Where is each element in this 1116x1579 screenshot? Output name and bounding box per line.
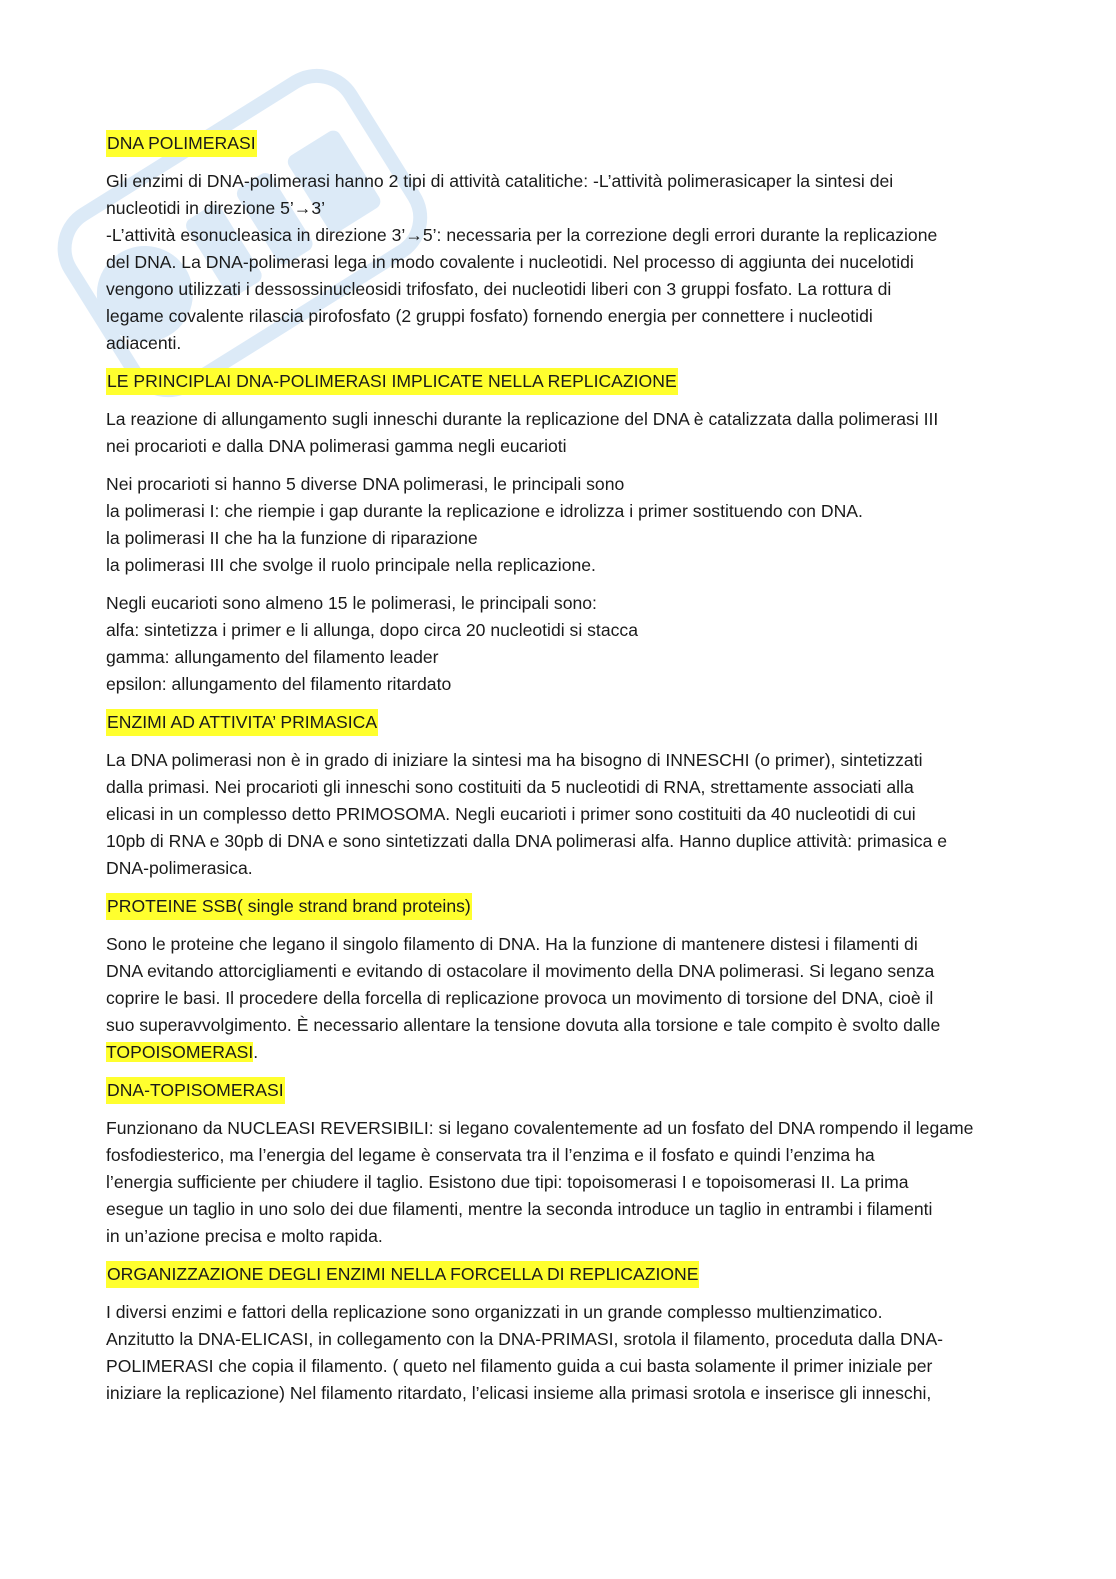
text-line: del DNA. La DNA-polimerasi lega in modo covalente i nucleotidi. Nel processo di aggiunta dei nucelotidi bbox=[106, 252, 914, 272]
text-line: nucleotidi in direzione 5’→3’ bbox=[106, 198, 326, 218]
text-line: elicasi in un complesso detto PRIMOSOMA. Negli eucarioti i primer sono costituiti da 40 nucleotidi di cui bbox=[106, 804, 916, 824]
text-line: in un’azione precisa e molto rapida. bbox=[106, 1226, 383, 1246]
section-heading-wrap bbox=[106, 1261, 1006, 1288]
section-heading-wrap bbox=[106, 130, 1006, 157]
text-line: la polimerasi III che svolge il ruolo principale nella replicazione. bbox=[106, 555, 596, 575]
text-line: La DNA polimerasi non è in grado di iniziare la sintesi ma ha bisogno di INNESCHI (o primer), sintetizzati bbox=[106, 750, 923, 770]
text-line: adiacenti. bbox=[106, 333, 182, 353]
text-line: Funzionano da NUCLEASI REVERSIBILI: si legano covalentemente ad un fosfato del DNA rompendo il legame bbox=[106, 1118, 974, 1138]
text-line: La reazione di allungamento sugli inneschi durante la replicazione del DNA è catalizzata dalla polimerasi III bbox=[106, 409, 939, 429]
text-line: I diversi enzimi e fattori della replicazione sono organizzati in un grande complesso multienzimatico. bbox=[106, 1302, 883, 1322]
text-line: POLIMERASI che copia il filamento. ( queto nel filamento guida a cui basta solamente il primer iniziale per bbox=[106, 1356, 933, 1376]
section-heading-wrap bbox=[106, 1077, 1006, 1104]
text-line: legame covalente rilascia pirofosfato (2 gruppi fosfato) fornendo energia per connettere i nucleotidi bbox=[106, 306, 873, 326]
section-heading: ENZIMI AD ATTIVITA’ PRIMASICA bbox=[106, 709, 378, 736]
text-line: la polimerasi II che ha la funzione di riparazione bbox=[106, 528, 478, 548]
section-heading: DNA-TOPISOMERASI bbox=[106, 1077, 285, 1104]
text-line: la polimerasi I: che riempie i gap durante la replicazione e idrolizza i primer sostituendo con DNA. bbox=[106, 501, 863, 521]
text-line: dalla primasi. Nei procarioti gli inneschi sono costituiti da 5 nucleotidi di RNA, strettamente associati alla bbox=[106, 777, 914, 797]
paragraph bbox=[106, 590, 1006, 698]
highlighted-term: TOPOISOMERASI bbox=[106, 1042, 254, 1062]
paragraph bbox=[106, 168, 1006, 357]
section-heading: ORGANIZZAZIONE DEGLI ENZIMI NELLA FORCELLA DI REPLICAZIONE bbox=[106, 1261, 699, 1288]
paragraph bbox=[106, 747, 1006, 882]
paragraph bbox=[106, 1299, 1006, 1407]
text-line: gamma: allungamento del filamento leader bbox=[106, 647, 439, 667]
section-heading-wrap bbox=[106, 709, 1006, 736]
text-line: DNA-polimerasica. bbox=[106, 858, 253, 878]
text-line: Nei procarioti si hanno 5 diverse DNA polimerasi, le principali sono bbox=[106, 474, 625, 494]
text-line bbox=[106, 1039, 1006, 1066]
text-line: nei procarioti e dalla DNA polimerasi gamma negli eucarioti bbox=[106, 436, 567, 456]
text-line: coprire le basi. Il procedere della forcella di replicazione provoca un movimento di torsione del DNA, cioè il bbox=[106, 988, 934, 1008]
text-line: alfa: sintetizza i primer e li allunga, dopo circa 20 nucleotidi si stacca bbox=[106, 620, 638, 640]
paragraph bbox=[106, 931, 1006, 1066]
section-heading: LE PRINCIPLAI DNA-POLIMERASI IMPLICATE NELLA REPLICAZIONE bbox=[106, 368, 678, 395]
paragraph bbox=[106, 471, 1006, 579]
section-heading-wrap bbox=[106, 893, 1006, 920]
document-page bbox=[106, 130, 1006, 1418]
section-heading-wrap bbox=[106, 368, 1006, 395]
text-line: l’energia sufficiente per chiudere il taglio. Esistono due tipi: topoisomerasi I e topoisomerasi II. La prima bbox=[106, 1172, 909, 1192]
section-heading: DNA POLIMERASI bbox=[106, 130, 257, 157]
tail-suffix: . bbox=[253, 1042, 259, 1062]
text-line: DNA evitando attorcigliamenti e evitando di ostacolare il movimento della DNA polimerasi. Si legano senza bbox=[106, 961, 935, 981]
text-line: epsilon: allungamento del filamento ritardato bbox=[106, 674, 452, 694]
paragraph bbox=[106, 406, 1006, 460]
text-line: vengono utilizzati i dessossinucleosidi trifosfato, dei nucleotidi liberi con 3 gruppi fosfato. La rottura di bbox=[106, 279, 892, 299]
section-heading: PROTEINE SSB( single strand brand proteins) bbox=[106, 893, 472, 920]
text-line: suo superavvolgimento. È necessario allentare la tensione dovuta alla torsione e tale compito è svolto dalle bbox=[106, 1015, 941, 1035]
text-line: Anzitutto la DNA-ELICASI, in collegamento con la DNA-PRIMASI, srotola il filamento, proceduta dalla DNA- bbox=[106, 1329, 944, 1349]
text-line: Negli eucarioti sono almeno 15 le polimerasi, le principali sono: bbox=[106, 593, 597, 613]
text-line: fosfodiesterico, ma l’energia del legame è conservata tra il l’enzima e il fosfato e quindi l’enzima ha bbox=[106, 1145, 875, 1165]
paragraph bbox=[106, 1115, 1006, 1250]
text-line: -L’attività esonucleasica in direzione 3’→5’: necessaria per la correzione degli errori durante la replicazione bbox=[106, 225, 938, 245]
text-line: Gli enzimi di DNA-polimerasi hanno 2 tipi di attività catalitiche: -L’attività polimerasicaper la sintesi dei bbox=[106, 171, 894, 191]
text-line: esegue un taglio in uno solo dei due filamenti, mentre la seconda introduce un taglio in entrambi i filamenti bbox=[106, 1199, 933, 1219]
text-line: Sono le proteine che legano il singolo filamento di DNA. Ha la funzione di mantenere distesi i filamenti di bbox=[106, 934, 918, 954]
text-line: iniziare la replicazione) Nel filamento ritardato, l’elicasi insieme alla primasi srotola e inserisce gli inneschi, bbox=[106, 1383, 932, 1403]
text-line: 10pb di RNA e 30pb di DNA e sono sintetizzati dalla DNA polimerasi alfa. Hanno duplice attività: primasica e bbox=[106, 831, 948, 851]
